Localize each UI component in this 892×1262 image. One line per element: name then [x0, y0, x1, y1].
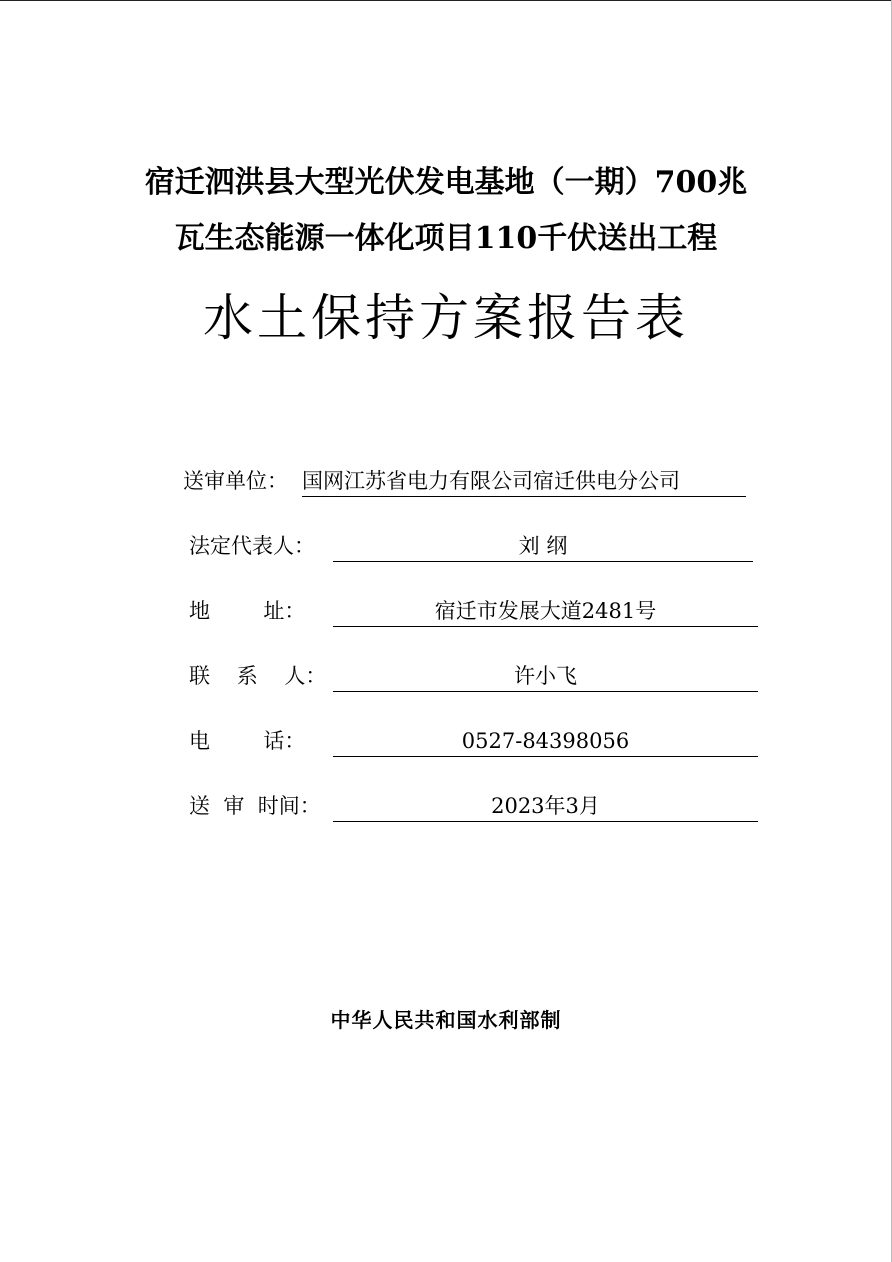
field-label: 地 址：	[189, 599, 306, 623]
field-contact-person	[0, 661, 892, 695]
project-title-line-2: 瓦生态能源一体化项目110千伏送出工程	[174, 221, 718, 256]
field-value: 许小飞	[333, 661, 758, 692]
field-value: 0527-84398056	[333, 726, 758, 757]
report-main-title: 水土保持方案报告表	[203, 289, 689, 347]
field-value: 2023年3月	[333, 791, 758, 822]
field-submission-time	[0, 791, 892, 825]
field-value: 宿迁市发展大道2481号	[333, 596, 758, 627]
field-label: 送审单位：	[183, 469, 288, 493]
field-value: 刘 纲	[333, 531, 753, 562]
project-title-line-1: 宿迁泗洪县大型光伏发电基地（一期）700兆	[144, 165, 748, 200]
field-label: 联 系 人：	[189, 664, 327, 688]
page-top-border	[0, 0, 892, 1]
issuing-authority: 中华人民共和国水利部制	[330, 1008, 562, 1032]
field-address	[0, 596, 892, 630]
field-label: 送 审 时间：	[189, 794, 321, 818]
field-value: 国网江苏省电力有限公司宿迁供电分公司	[302, 466, 746, 497]
field-submitting-unit	[0, 466, 892, 500]
field-phone	[0, 726, 892, 760]
field-label: 法定代表人：	[189, 534, 315, 558]
field-legal-representative	[0, 531, 892, 565]
field-label: 电 话：	[189, 729, 306, 753]
